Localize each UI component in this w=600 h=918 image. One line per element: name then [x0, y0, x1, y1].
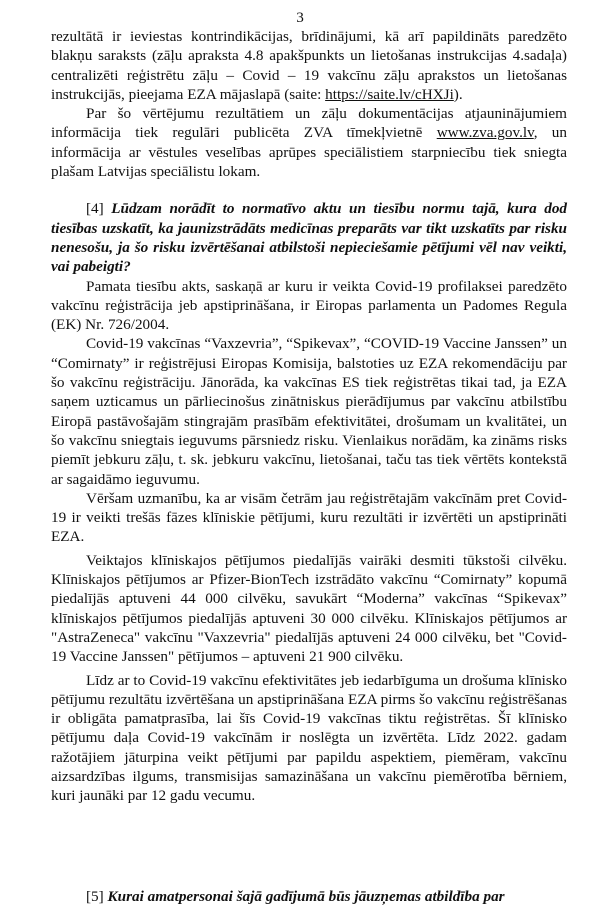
- zva-link[interactable]: www.zva.gov.lv: [436, 124, 534, 142]
- paragraph-7: Līdz ar to Covid-19 vakcīnu efektivitātes jeb iedarbīguma un drošuma klīnisko pētījumu rezultātu izvērtēšana un apstiprināšana EZA pirms šo vakcīnu reģistrēšanas ir obligāta pamatprasība, lai šīs Covid-19 vakcīnas tiktu reģistrētas. Šī klīnisko pētījumu daļa Covid-19 vakcīnām ir noslēgta un izvērtēta. Līdz 2022. gadam ražotājiem jāturpina veikt pētījumi par papildu aspektiem, piemēram, vakcīnu aizsardzības ilgums, transmisijas samazināšana un vakcīnu piemērotība bērniem, kuri jaunāki par 12 gadu vecumu.: [51, 671, 567, 805]
- paragraph-1-text: rezultātā ir ieviestas kontrindikācijas, brīdinājumi, kā arī papildināts paredzēto blakņu saraksts (zāļu apraksta 4.8 apakšpunkts un lietošanas instrukcijas 4.sadaļa) centralizēti reģistrētu zāļu – Covid – 19 vakcīnu zāļu aprakstos un lietošanas instrukcijās, pieejama EZA mājaslapā (saite:: [51, 28, 567, 103]
- question-5-text: Kurai amatpersonai šajā gadījumā būs jāuzņemas atbildība par: [107, 888, 505, 905]
- paragraph-1: [51, 27, 567, 104]
- question-5: [51, 887, 567, 906]
- paragraph-2-tail: , un informācija ar vēstules veselības aprūpes speciālistiem starpniecību tiek sniegta plašam Latvijas speciālistu lokam.: [51, 124, 567, 181]
- paragraph-3: Pamata tiesību akts, saskaņā ar kuru ir veikta Covid-19 profilaksei paredzēto vakcīnu reģistrācija jeb apstiprināšana, ir Eiropas parlamenta un Padomes Regula (EK) Nr. 726/2004.: [51, 277, 567, 334]
- paragraph-4: Covid-19 vakcīnas “Vaxzevria”, “Spikevax”, “COVID-19 Vaccine Janssen” un “Comirnaty” ir reģistrējusi Eiropas Komisija, balstoties uz EZA rekomendāciju par šo vakcīnu reģistrāciju. Jānorāda, ka vakcīnas ES tiek reģistrētas tikai tad, ja EZA saņem uzticamus un pārliecinošus zinātniskus pierādījumus par vakcīnu atbilstību Eiropā pastāvošajām stingrajām prasībām efektivitātei, drošumam un kvalitātei, un šo vakcīnu sniegtais ieguvums pārsniedz risku. Vienlaikus norādām, ka zināms risks piemīt jebkuru zāļu, t. sk. jebkuru vakcīnu, lietošanai, taču tas tiek vērtēts kontekstā ar sagaidāmo ieguvumu.: [51, 335, 567, 488]
- page-number: 3: [296, 9, 304, 26]
- paragraph-1-tail: ).: [453, 85, 463, 103]
- question-4: [51, 199, 567, 276]
- document-body: [51, 27, 567, 806]
- paragraph-2: [51, 104, 567, 181]
- paragraph-2-text: Par šo vērtējumu rezultātiem un zāļu dokumentācijas atjauninājumiem informācija tiek regulāri publicēta ZVA tīmekļvietnē: [51, 105, 567, 142]
- question-5-number: [5]: [86, 888, 104, 905]
- paragraph-6: Veiktajos klīniskajos pētījumos piedalījās vairāki desmiti tūkstoši cilvēku. Klīniskajos pētījumos ar Pfizer-BionTech izstrādāto vakcīnu “Comirnaty” kopumā piedalījās aptuveni 44 000 cilvēku, savukārt “Moderna” vakcīnas “Spikevax” klīniskajos pētījumos piedalījās aptuveni 30 000 cilvēku. Klīniskajos pētījumos ar "AstraZeneca" vakcīnu "Vaxzevria" piedalījās aptuveni 24 000 cilvēku, bet "Covid-19 Vaccine Janssen" pētījumos – aptuveni 21 900 cilvēku.: [51, 551, 567, 666]
- ema-link[interactable]: https://saite.lv/cHXJi: [325, 85, 454, 103]
- question-4-number: [4]: [86, 200, 104, 218]
- question-4-text: Lūdzam norādīt to normatīvo aktu un tiesību normu tajā, kura dod tiesības uzskatīt, ka jaunizstrādāts medicīnas preparāts var tikt uzskatīts par risku nenesošu, ja šo risku izvērtēšanai atbilstoši nepieciešamie pētījumi vēl nav veikti, vai pabeigti?: [51, 200, 568, 276]
- paragraph-5: Vēršam uzmanību, ka ar visām četrām jau reģistrētajām vakcīnām pret Covid-19 ir veikti trešās fāzes klīniskie pētījumi, kuru rezultāti ir izvērtēti un apstiprināti EZA.: [51, 489, 567, 546]
